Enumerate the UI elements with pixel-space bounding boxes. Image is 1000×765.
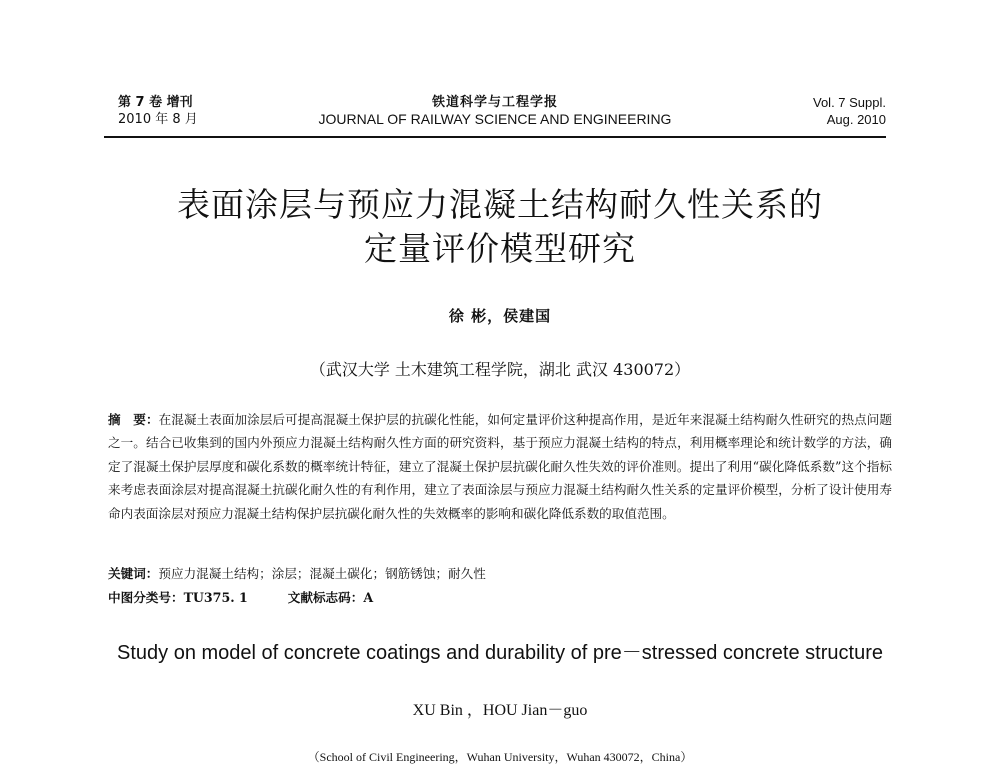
title-line-2: 定量评价模型研究 [364,229,636,268]
header-volume-cn: 第 7 卷 增刊 [118,95,193,110]
english-title: Study on model of concrete coatings and durability of pre－stressed concrete structure [117,642,883,664]
header-date-en: Aug. 2010 [826,112,886,127]
header-volume-en: Vol. 7 Suppl. [813,95,886,110]
affiliation-cn: （武汉大学 土木建筑工程学院，湖北 武汉 430072） [309,360,691,379]
abstract-text: 在混凝土表面加涂层后可提高混凝土保护层的抗碳化性能，如何定量评价这种提高作用，是近年来混凝土结构耐久性研究的热点问题之一。结合已收集到的国内外预应力混凝土结构耐久性方面的研究资料，基于预应力混凝土结构的特点，利用概率理论和统计数学的方法，确定了混凝土保护层厚度和碳化系数的概率统计特征，建立了混凝土保护层抗碳化耐久性失效的评价准则。提出了利用“碳化降低系数”这个指标来考虑表面涂层对提高混凝土抗碳化耐久性的有利作用，建立了表面涂层与预应力混凝土结构耐久性关系的定量评价模型，分析了设计使用寿命内表面涂层对预应力混凝土结构保护层抗碳化耐久性的失效概率的影响和碳化降低系数的取值范围。 [108,412,893,521]
journal-name-en: JOURNAL OF RAILWAY SCIENCE AND ENGINEERING [318,111,672,127]
abstract-label: 摘 要： [108,412,159,427]
document-code: 文献标志码：A [287,590,374,605]
abstract [108,408,892,525]
authors-cn: 徐 彬，侯建国 [448,307,552,325]
clc-number: 中图分类号：TU375. 1 [108,590,248,605]
header-date-cn: 2010 年 8 月 [118,112,198,127]
keywords-label: 关键词： [108,566,159,581]
header-right [813,94,886,128]
running-header [104,94,886,138]
english-affiliation: （School of Civil Engineering，Wuhan University，Wuhan 430072，China） [307,750,693,764]
classification [108,587,892,609]
english-authors: XU Bin ，HOU Jian－guo [412,702,588,719]
header-rule [104,136,886,138]
keywords [108,563,892,585]
keywords-text: 预应力混凝土结构；涂层；混凝土碳化；钢筋锈蚀；耐久性 [158,566,486,581]
title-line-1: 表面涂层与预应力混凝土结构耐久性关系的 [177,185,823,224]
journal-name-cn: 铁道科学与工程学报 [431,95,558,110]
header-center [104,94,886,128]
paper-title [0,183,1000,271]
